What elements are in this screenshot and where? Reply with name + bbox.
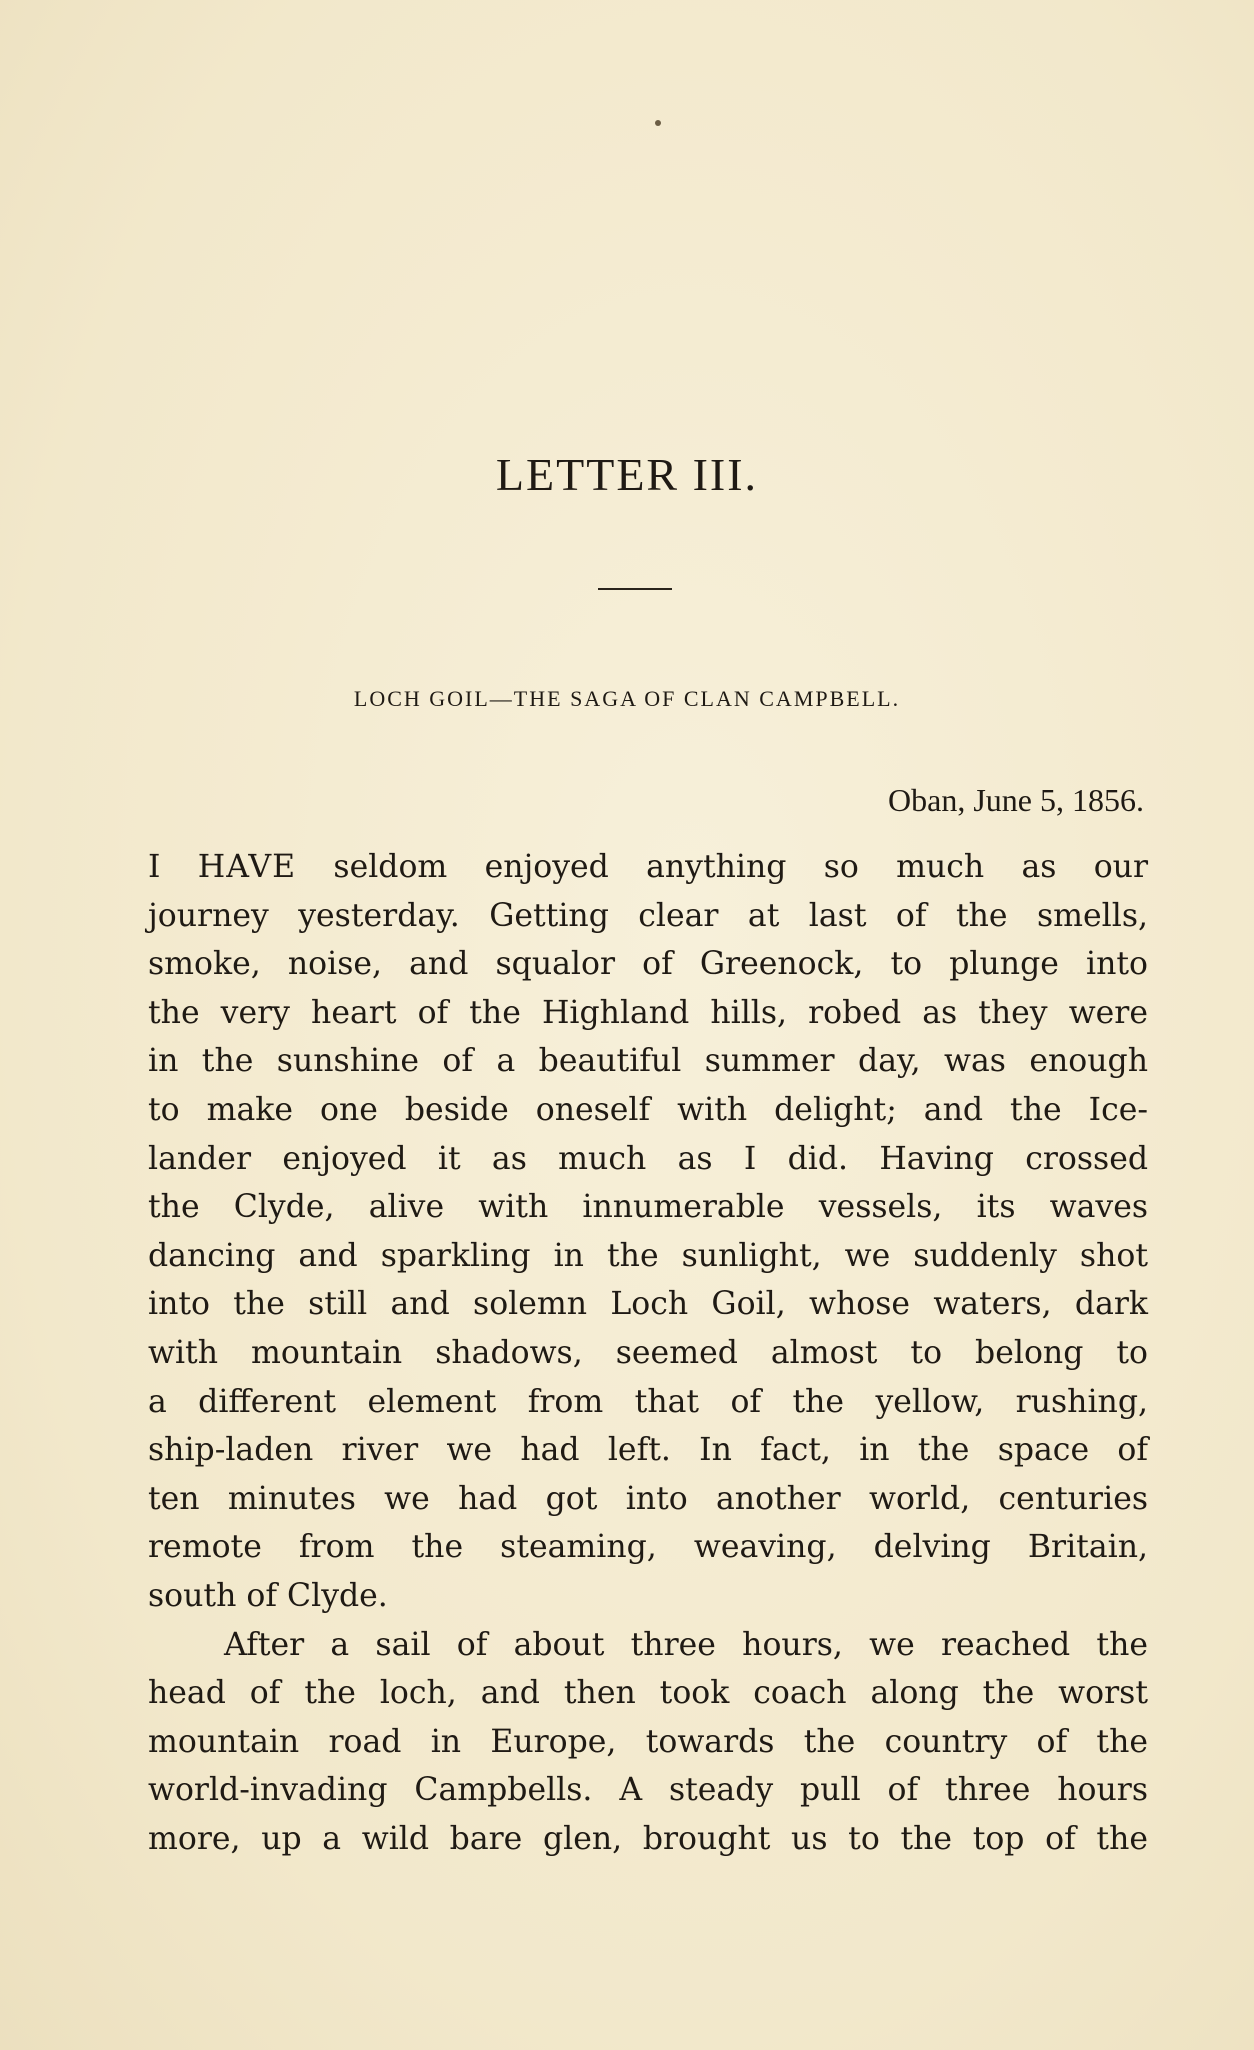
text-line: lander enjoyed it as much as I did. Having crossed	[148, 1140, 1148, 1177]
text-line: to make one beside oneself with delight; and the Ice-	[148, 1091, 1148, 1128]
text-line: head of the loch, and then took coach along the worst	[148, 1675, 1148, 1712]
text-line: remote from the steaming, weaving, delving Britain,	[148, 1529, 1148, 1566]
text-line: in the sunshine of a beautiful summer day, was enough	[148, 1043, 1148, 1080]
text-line: the very heart of the Highland hills, robed as they were	[148, 994, 1148, 1031]
line-text: seldom enjoyed anything so much as our	[296, 849, 1148, 885]
text-line: into the still and solemn Loch Goil, whose waters, dark	[148, 1286, 1148, 1323]
text-line: the Clyde, alive with innumerable vessels, its waves	[148, 1189, 1148, 1226]
dateline: Oban, June 5, 1856.	[888, 782, 1144, 818]
text-line: more, up a wild bare glen, brought us to the top of the	[148, 1820, 1148, 1857]
text-line: mountain road in Europe, towards the country of the	[148, 1723, 1148, 1760]
text-line: a different element from that of the yellow, rushing,	[148, 1383, 1148, 1420]
ink-mark	[655, 120, 661, 126]
chapter-title: LETTER III.	[495, 449, 759, 500]
text-line: journey yesterday. Getting clear at last of the smells,	[148, 897, 1148, 934]
text-line: ship-laden river we had left. In fact, in the space of	[148, 1432, 1148, 1469]
text-line: After a sail of about three hours, we reached the	[224, 1626, 1148, 1663]
opening-smallcaps: HAVE	[197, 849, 297, 885]
text-line	[148, 843, 1148, 892]
text-line: world-invading Campbells. A steady pull of three hours	[148, 1772, 1148, 1809]
chapter-subtitle: LOCH GOIL—THE SAGA OF CLAN CAMPBELL.	[353, 686, 901, 711]
text-line: dancing and sparkling in the sunlight, we suddenly shot	[148, 1237, 1148, 1274]
text-line: smoke, noise, and squalor of Greenock, to plunge into	[148, 946, 1148, 983]
text-line: with mountain shadows, seemed almost to belong to	[148, 1334, 1148, 1371]
text-line: ten minutes we had got into another world, centuries	[148, 1480, 1148, 1517]
text-line: south of Clyde.	[148, 1577, 388, 1614]
title-rule	[598, 588, 672, 590]
letter-body	[148, 843, 1148, 1863]
opening-word: I	[148, 849, 161, 885]
